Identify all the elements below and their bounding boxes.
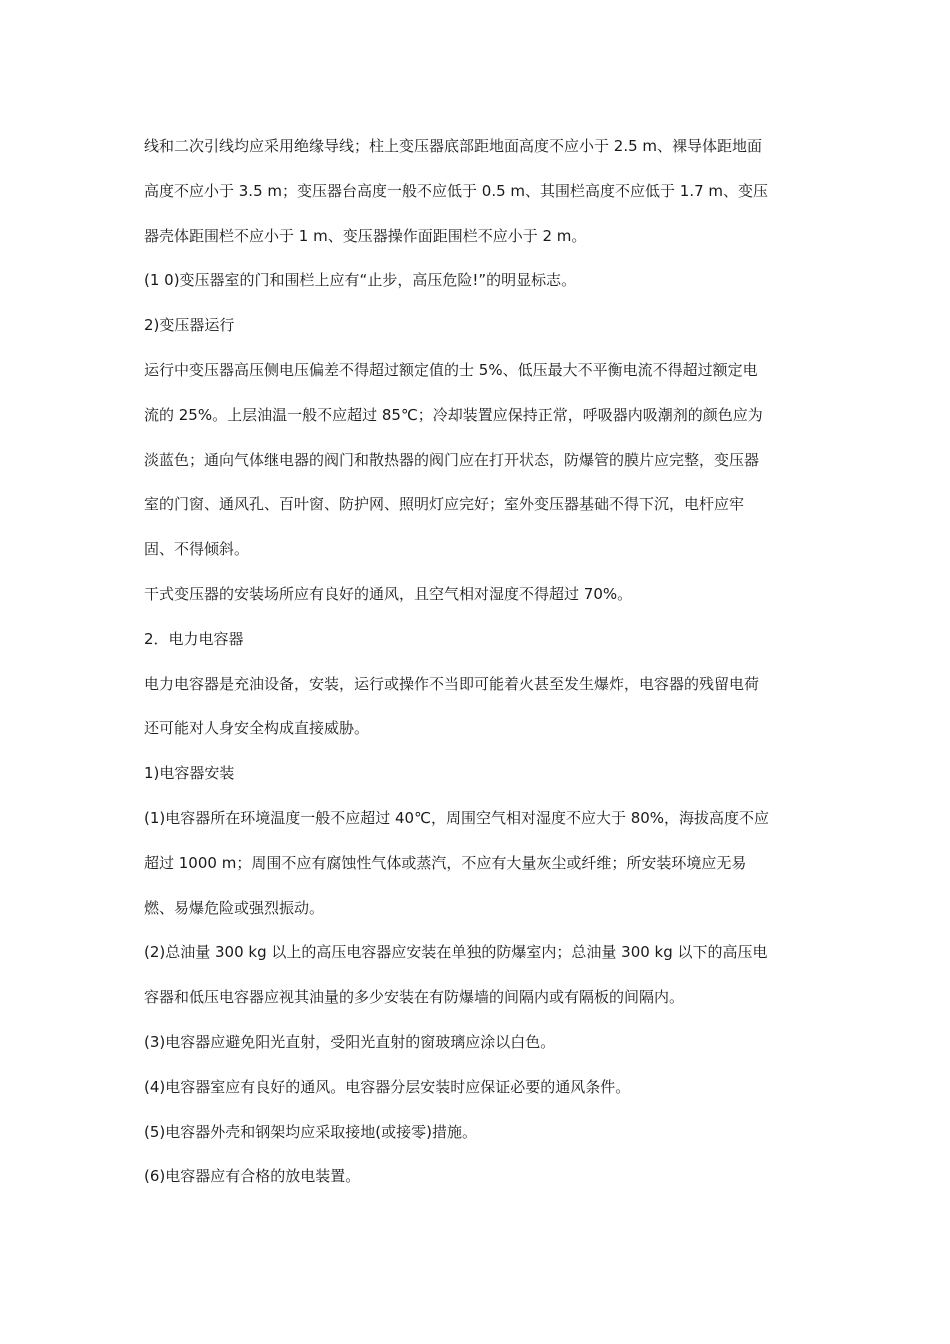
- text-line: 燃、易爆危险或强烈振动。: [144, 898, 325, 917]
- section-heading: 1)电容器安装: [144, 764, 235, 783]
- section-heading: 2)变压器运行: [144, 316, 235, 335]
- text-line: 还可能对人身安全构成直接威胁。: [144, 719, 370, 738]
- text-line: 固、不得倾斜。: [144, 540, 250, 559]
- text-line: (1)电容器所在环境温度一般不应超过 40℃，周围空气相对湿度不应大于 80%，海拔高度不应: [144, 808, 770, 827]
- text-line: 室的门窗、通风孔、百叶窗、防护网、照明灯应完好；室外变压器基础不得下沉，电杆应牢: [144, 495, 745, 514]
- text-line: 器壳体距围栏不应小于 1 m、变压器操作面距围栏不应小于 2 m。: [144, 226, 587, 245]
- text-line: 超过 1000 m；周围不应有腐蚀性气体或蒸汽，不应有大量灰尘或纤维；所安装环境应无易: [144, 853, 747, 872]
- document-body: [144, 124, 808, 1199]
- text-line: 电力电容器是充油设备，安装，运行或操作不当即可能着火甚至发生爆炸，电容器的残留电荷: [144, 674, 760, 693]
- text-line: (4)电容器室应有良好的通风。电容器分层安装时应保证必要的通风条件。: [144, 1077, 631, 1096]
- text-line: 干式变压器的安装场所应有良好的通风，且空气相对湿度不得超过 70%。: [144, 584, 633, 603]
- text-line: (1 0)变压器室的门和围栏上应有“止步，高压危险!”的明显标志。: [144, 271, 577, 290]
- text-line: 淡蓝色；通向气体继电器的阀门和散热器的阀门应在打开状态，防爆管的膜片应完整，变压器: [144, 450, 760, 469]
- text-line: (3)电容器应避免阳光直射，受阳光直射的窗玻璃应涂以白色。: [144, 1032, 556, 1051]
- text-line: 线和二次引线均应采用绝缘导线；柱上变压器底部距地面高度不应小于 2.5 m、裸导体距地面: [144, 137, 763, 155]
- text-line: 运行中变压器高压侧电压偏差不得超过额定值的士 5%、低压最大不平衡电流不得超过额定电: [144, 360, 758, 379]
- text-line: (6)电容器应有合格的放电装置。: [144, 1167, 361, 1186]
- text-line: 容器和低压电容器应视其油量的多少安装在有防爆墙的间隔内或有隔板的间隔内。: [144, 988, 685, 1007]
- section-heading: 2．电力电容器: [144, 629, 244, 648]
- text-line: (2)总油量 300 kg 以上的高压电容器应安装在单独的防爆室内；总油量 300 kg 以下的高压电: [144, 943, 768, 962]
- text-line: (5)电容器外壳和钢架均应采取接地(或接零)措施。: [144, 1122, 477, 1141]
- text-line: 高度不应小于 3.5 m；变压器台高度一般不应低于 0.5 m、其围栏高度不应低于 1.7 m、变压: [144, 181, 769, 200]
- text-line: 流的 25%。上层油温一般不应超过 85℃；冷却装置应保持正常，呼吸器内吸潮剂的颜色应为: [144, 405, 763, 424]
